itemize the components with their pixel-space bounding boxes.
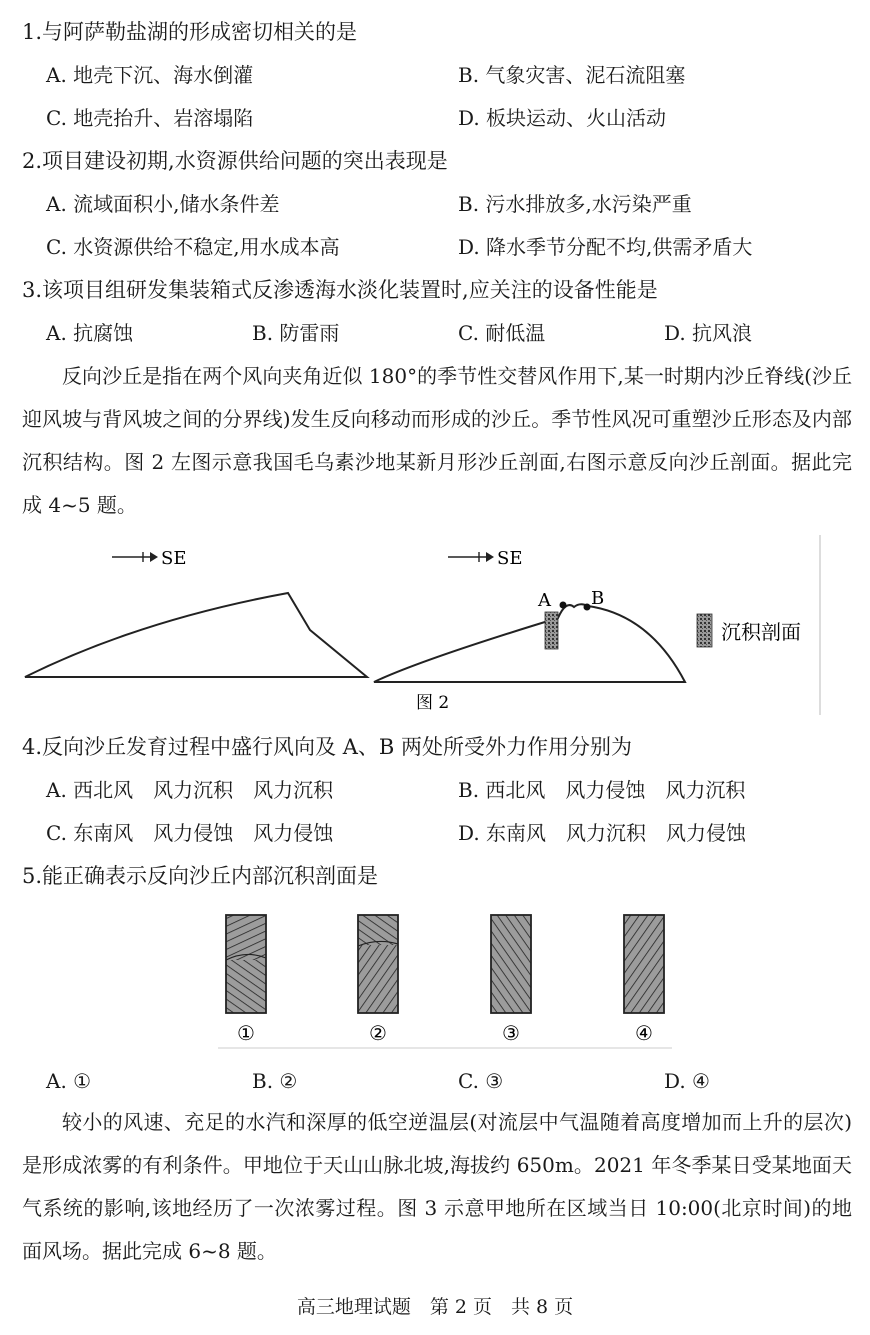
q2-option-b: B. 污水排放多,水污染严重 [458,192,692,216]
point-a-dot [560,602,567,609]
passage-reverse-dune [22,355,852,527]
q4-stem: 4.反向沙丘发育过程中盛行风向及 A、B 两处所受外力作用分别为 [22,735,632,759]
wind-arrow-icon-left [112,552,158,562]
section-label-1: ① [237,1021,255,1045]
figure-2-caption: 图 2 [416,693,450,713]
q2-option-c: C. 水资源供给不稳定,用水成本高 [46,235,340,259]
sediment-section-marker [545,612,558,649]
q3-stem: 3.该项目组研发集装箱式反渗透海水淡化装置时,应关注的设备性能是 [22,278,658,302]
barchan-dune-profile [25,593,367,677]
point-b-dot [584,604,591,611]
q4-option-d: D. 东南风 风力沉积 风力侵蚀 [458,821,747,845]
wind-arrow-icon-right [448,552,494,562]
q5-option-c: C. ③ [458,1069,504,1093]
legend-label: 沉积剖面 [721,620,801,644]
q1-option-a: A. 地壳下沉、海水倒灌 [46,63,254,87]
figure-sediment-sections [0,900,870,1055]
q1-option-c: C. 地壳抬升、岩溶塌陷 [46,106,254,130]
q1-stem: 1.与阿萨勒盐湖的形成密切相关的是 [22,20,358,44]
q3-option-d: D. 抗风浪 [664,321,753,345]
q2-option-d: D. 降水季节分配不均,供需矛盾大 [458,235,753,259]
section-label-4: ④ [635,1021,653,1045]
q4-option-a: A. 西北风 风力沉积 风力沉积 [46,778,334,802]
wind-direction-left: SE [161,548,187,569]
reverse-dune-profile [374,604,685,682]
section-label-2: ② [369,1021,387,1045]
section-label-3: ③ [502,1021,520,1045]
q5-option-d: D. ④ [664,1069,710,1093]
sediment-column-2 [358,915,398,1013]
sediment-column-3 [491,915,531,1013]
q3-option-a: A. 抗腐蚀 [46,321,134,345]
point-b-label: B [591,588,605,609]
q4-option-c: C. 东南风 风力侵蚀 风力侵蚀 [46,821,334,845]
q2-option-a: A. 流域面积小,储水条件差 [46,192,280,216]
passage-reverse-dune-text: 反向沙丘是指在两个风向夹角近似 180°的季节性交替风作用下,某一时期内沙丘脊线(沙丘迎风坡与背风坡之间的分界线)发生反向移动而形成的沙丘。季节性风况可重塑沙丘形态及内部沉积结构。图 2 左图示意我国毛乌素沙地某新月形沙丘剖面,右图示意反向沙丘剖面。据此完成 4~5 题。 [22,364,852,517]
passage-dense-fog [22,1101,852,1273]
q1-option-d: D. 板块运动、火山活动 [458,106,667,130]
q5-option-b: B. ② [252,1069,298,1093]
q5-stem: 5.能正确表示反向沙丘内部沉积剖面是 [22,864,379,888]
q5-option-a: A. ① [46,1069,92,1093]
figure-2-dune-profiles [0,530,870,720]
point-a-label: A [538,590,551,611]
q3-option-c: C. 耐低温 [458,321,546,345]
passage-dense-fog-text: 较小的风速、充足的水汽和深厚的低空逆温层(对流层中气温随着高度增加而上升的层次)是形成浓雾的有利条件。甲地位于天山山脉北坡,海拔约 650m。2021 年冬季某日受某地面天气系统的影响,该地经历了一次浓雾过程。图 3 示意甲地所在区域当日 10:00(北京时间)的地面风场。据此完成 6~8 题。 [22,1110,852,1263]
wind-direction-right: SE [497,548,523,569]
legend-swatch [697,614,712,647]
sediment-column-4 [624,915,664,1013]
q4-option-b: B. 西北风 风力侵蚀 风力沉积 [458,778,746,802]
q3-option-b: B. 防雷雨 [252,321,340,345]
q2-stem: 2.项目建设初期,水资源供给问题的突出表现是 [22,149,448,173]
sediment-column-1 [226,915,266,1013]
q1-option-b: B. 气象灾害、泥石流阻塞 [458,63,686,87]
page-footer: 高三地理试题 第 2 页 共 8 页 [296,1296,574,1318]
